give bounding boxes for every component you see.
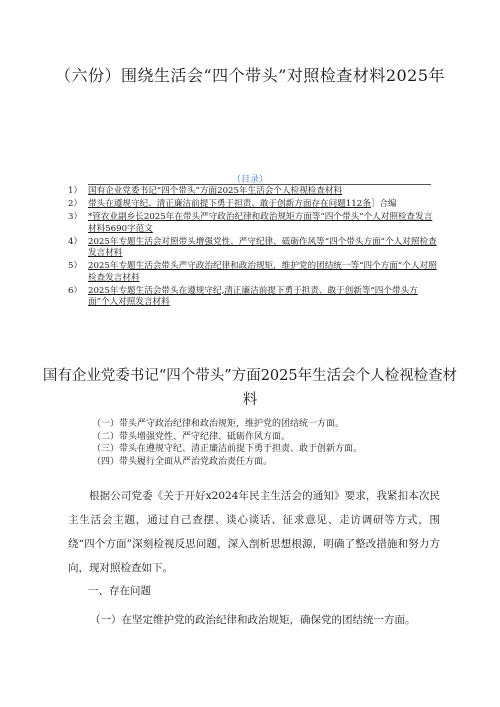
- toc-link[interactable]: 国有企业党委书记“四个带头”方面2025年生活会个人检视检查材料: [88, 186, 343, 196]
- toc-link[interactable]: 带头在遵规守纪、清正廉洁前提下勇于担责、敢于创新方面存在问题112条: [88, 199, 371, 209]
- toc-item-4: [68, 237, 438, 260]
- toc-item-3: [68, 212, 438, 235]
- toc-link[interactable]: 2025年专题生活会带头严守政治纪律和政治规矩，维护党的团结统一等“四个方面”个人对照检查发言材料: [88, 261, 437, 283]
- toc-item-1: [68, 186, 438, 198]
- intro-paragraph: 根据公司党委《关于开好x2024年民主生活会的通知》要求，我紧扣本次民主生活会主题，通过自己查摆、谈心谈话、征求意见、走访调研等方式，围绕“四个方面”深刻检视反思问题，深入剖析思想根源，明确了整改措施和努力方向，现对照检查如下。: [68, 490, 440, 574]
- toc-link[interactable]: 2025年专题生活会对照带头增强党性、严守纪律、砥砺作风等“四个带头方面”个人对照检查发言材料: [88, 236, 437, 258]
- toc-number: 1）: [68, 186, 83, 196]
- outline-item: （一）带头严守政治纪律和政治规矩，维护党的团结统一方面。: [92, 419, 345, 429]
- toc-number: 5）: [68, 261, 83, 271]
- toc-heading: （目录）: [231, 175, 268, 185]
- document-title: （六份）围绕生活会“四个带头”对照检查材料2025年: [54, 66, 446, 85]
- toc-link[interactable]: 2025年专题生活会带头在遵规守纪,清正廉洁前提下勇于担责、敢于创新等“四个带头方面”个人对照发言材料: [88, 285, 418, 307]
- subsection-heading: （一）在坚定维护党的政治纪律和政治规矩，确保党的团结统一方面。: [90, 614, 416, 626]
- outline-item: （二）带头增强党性、严守纪律、砥砺作风方面。: [92, 431, 291, 442]
- toc-divider: [88, 184, 431, 185]
- section-heading-problems: 一、存在问题: [88, 585, 151, 597]
- toc-item-2: [68, 199, 438, 211]
- toc-number: 6）: [68, 285, 83, 296]
- outline-item: （三）带头在遵规守纪、清正廉洁前提下勇于担责、敢于创新方面。: [92, 444, 363, 454]
- toc-number: 2）: [68, 199, 83, 209]
- toc-item-5: [68, 261, 438, 284]
- toc-link[interactable]: *管农业副乡长2025年在带头严守政治纪律和政治规矩方面等“四个带头”个人对照检查发言材料5690字范文: [88, 212, 433, 234]
- section-outline: [92, 418, 452, 468]
- outline-item: （四）带头履行全面从严治党政治责任方面。: [92, 456, 273, 467]
- table-of-contents: [68, 186, 438, 310]
- toc-suffix: ］合编: [370, 199, 397, 209]
- toc-number: 4）: [68, 236, 83, 247]
- toc-item-6: [68, 286, 438, 309]
- section-title: 国有企业党委书记“四个带头”方面2025年生活会个人检视检查材料: [42, 368, 458, 408]
- toc-number: 3）: [68, 212, 83, 222]
